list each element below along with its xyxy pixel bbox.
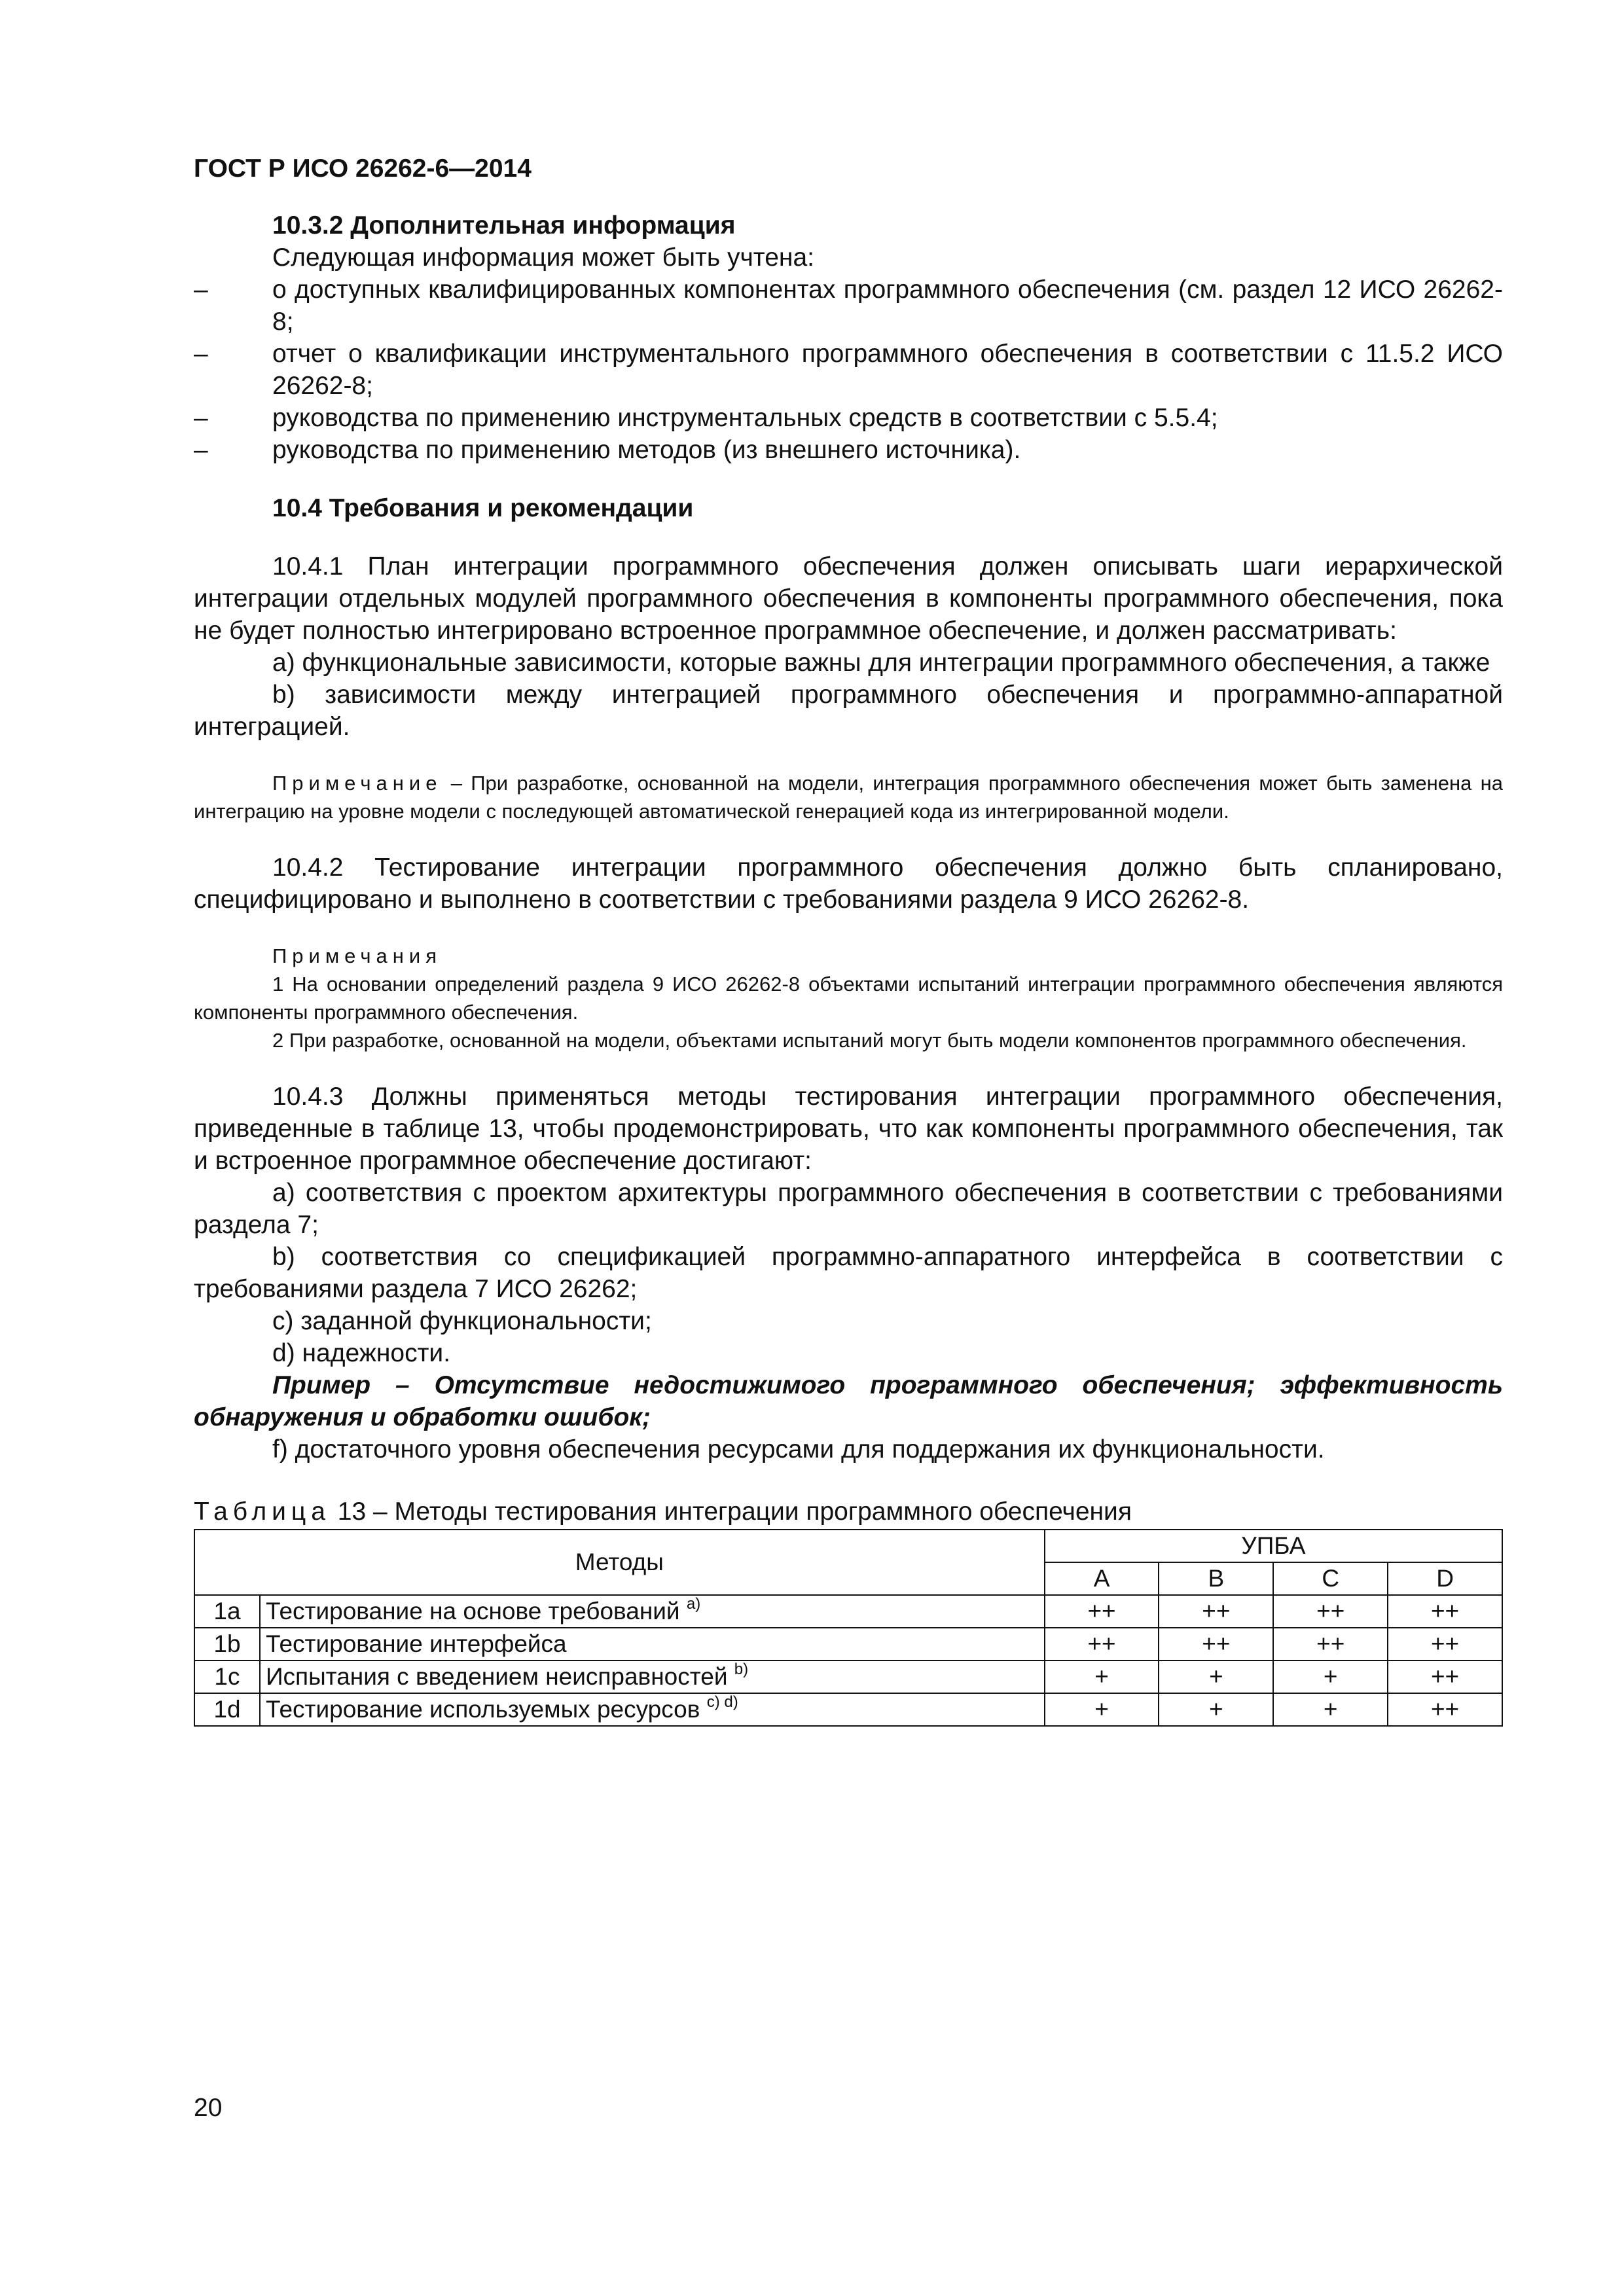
note-1 <box>194 769 1503 825</box>
row-id: 1a <box>194 1595 260 1628</box>
note-item: 1 На основании определений раздела 9 ИСО 26262-8 объектами испытаний интеграции программного обеспечения являются компоненты программного обеспечения. <box>194 973 1503 1024</box>
example-text: Пример – Отсутствие недостижимого программного обеспечения; эффективность обнаружения и обработки ошибок; <box>194 1371 1503 1431</box>
dash-marker: – <box>194 340 208 368</box>
row-value: ++ <box>1273 1628 1388 1660</box>
note-text: – При разработке, основанной на модели, интеграция программного обеспечения может быть заменена на интеграцию на уровне модели с последующей автоматической генерацией кода из интегрированной модели. <box>194 772 1503 823</box>
row-value: ++ <box>1159 1595 1273 1628</box>
row-method <box>260 1628 1045 1660</box>
table-caption-label: Таблица <box>194 1498 331 1526</box>
method-text: Тестирование на основе требований <box>265 1598 680 1624</box>
paragraph-10-4-2: 10.4.2 Тестирование интеграции программного обеспечения должно быть спланировано, специфицировано и выполнено в соответствии с требованиями раздела 9 ИСО 26262-8. <box>194 853 1503 914</box>
row-value: ++ <box>1159 1628 1273 1660</box>
note-label: Примечание <box>272 772 442 795</box>
row-value: + <box>1045 1660 1159 1693</box>
column-header-level-c: C <box>1273 1562 1388 1595</box>
document-body <box>194 209 1503 1727</box>
paragraph-10-4-3-c: c) заданной функциональности; <box>272 1307 652 1335</box>
section-intro: Следующая информация может быть учтена: <box>272 243 814 272</box>
row-value: ++ <box>1388 1693 1502 1726</box>
table-row <box>194 1595 1502 1628</box>
list-item-text: руководства по применению инструментальных средств в соответствии с 5.5.4; <box>272 404 1218 432</box>
paragraph-10-4-1: 10.4.1 План интеграции программного обеспечения должен описывать шаги иерархической интеграции отдельных модулей программного обеспечения в компоненты программного обеспечения, пока не будет полностью интегрировано встроенное программное обеспечение, и должен рассматривать: <box>194 552 1503 645</box>
list-item <box>194 274 1503 338</box>
row-method <box>260 1660 1045 1693</box>
info-list <box>194 274 1503 466</box>
footnote-ref: b) <box>734 1660 749 1678</box>
row-id: 1d <box>194 1693 260 1726</box>
row-method <box>260 1595 1045 1628</box>
dash-marker: – <box>194 404 208 432</box>
notes-label <box>194 942 1503 970</box>
method-text: Испытания с введением неисправностей <box>265 1663 728 1690</box>
paragraph-10-4-3: 10.4.3 Должны применяться методы тестирования интеграции программного обеспечения, приведенные в таблице 13, чтобы продемонстрировать, что как компоненты программного обеспечения, так и встроенное программное обеспечение достигают: <box>194 1083 1503 1175</box>
row-value: ++ <box>1388 1595 1502 1628</box>
list-item <box>194 434 1503 466</box>
row-value: ++ <box>1273 1595 1388 1628</box>
row-value: ++ <box>1388 1628 1502 1660</box>
section-heading-10-3-2: 10.3.2 Дополнительная информация <box>272 211 736 240</box>
method-text: Тестирование используемых ресурсов <box>265 1696 700 1723</box>
column-header-level-a: A <box>1045 1562 1159 1595</box>
list-item-text: отчет о квалификации инструментального программного обеспечения в соответствии с 11.5.2 ИСО 26262-8; <box>272 340 1503 400</box>
row-id: 1b <box>194 1628 260 1660</box>
paragraph-10-4-3-f: f) достаточного уровня обеспечения ресурсами для поддержания их функциональности. <box>272 1435 1325 1463</box>
section-heading-10-4: 10.4 Требования и рекомендации <box>272 494 694 522</box>
table-header-row <box>194 1530 1502 1562</box>
table-caption <box>194 1496 1503 1528</box>
document-header: ГОСТ Р ИСО 26262-6—2014 <box>194 154 532 183</box>
row-value: + <box>1273 1693 1388 1726</box>
paragraph-10-4-3-d: d) надежности. <box>272 1339 451 1367</box>
footnote-ref: a) <box>686 1595 701 1613</box>
row-method <box>260 1693 1045 1726</box>
row-value: ++ <box>1045 1628 1159 1660</box>
row-value: + <box>1159 1693 1273 1726</box>
paragraph-10-4-1-a: a) функциональные зависимости, которые важны для интеграции программного обеспечения, а также <box>272 649 1490 677</box>
row-value: + <box>1159 1660 1273 1693</box>
list-item <box>194 402 1503 434</box>
note-item: 2 При разработке, основанной на модели, объектами испытаний могут быть модели компонентов программного обеспечения. <box>272 1029 1467 1052</box>
table-row <box>194 1693 1502 1726</box>
row-value: + <box>1273 1660 1388 1693</box>
list-item-text: руководства по применению методов (из внешнего источника). <box>272 436 1021 464</box>
row-value: ++ <box>1388 1660 1502 1693</box>
list-item <box>194 338 1503 402</box>
table-row <box>194 1660 1502 1693</box>
column-header-level-d: D <box>1388 1562 1502 1595</box>
method-text: Тестирование интерфейса <box>265 1630 567 1657</box>
paragraph-10-4-3-b: b) соответствия со спецификацией программно-аппаратного интерфейса в соответствии с требованиями раздела 7 ИСО 26262; <box>194 1243 1503 1303</box>
dash-marker: – <box>194 276 208 304</box>
methods-table <box>194 1529 1503 1727</box>
table-row <box>194 1628 1502 1660</box>
paragraph-10-4-1-b: b) зависимости между интеграцией программного обеспечения и программно-аппаратной интеграцией. <box>194 681 1503 741</box>
table-caption-text: 13 – Методы тестирования интеграции программного обеспечения <box>330 1498 1132 1526</box>
row-value: + <box>1045 1693 1159 1726</box>
column-header-level-b: B <box>1159 1562 1273 1595</box>
list-item-text: о доступных квалифицированных компонентах программного обеспечения (см. раздел 12 ИСО 26262-8; <box>272 276 1503 336</box>
row-value: ++ <box>1045 1595 1159 1628</box>
notes-label-text: Примечания <box>272 944 442 967</box>
footnote-ref: c) d) <box>706 1693 738 1711</box>
page-number: 20 <box>194 2094 223 2122</box>
column-header-methods: Методы <box>194 1530 1045 1595</box>
paragraph-10-4-3-a: a) соответствия с проектом архитектуры программного обеспечения в соответствии с требованиями раздела 7; <box>194 1179 1503 1239</box>
column-header-asil: УПБА <box>1045 1530 1502 1562</box>
row-id: 1c <box>194 1660 260 1693</box>
dash-marker: – <box>194 436 208 464</box>
